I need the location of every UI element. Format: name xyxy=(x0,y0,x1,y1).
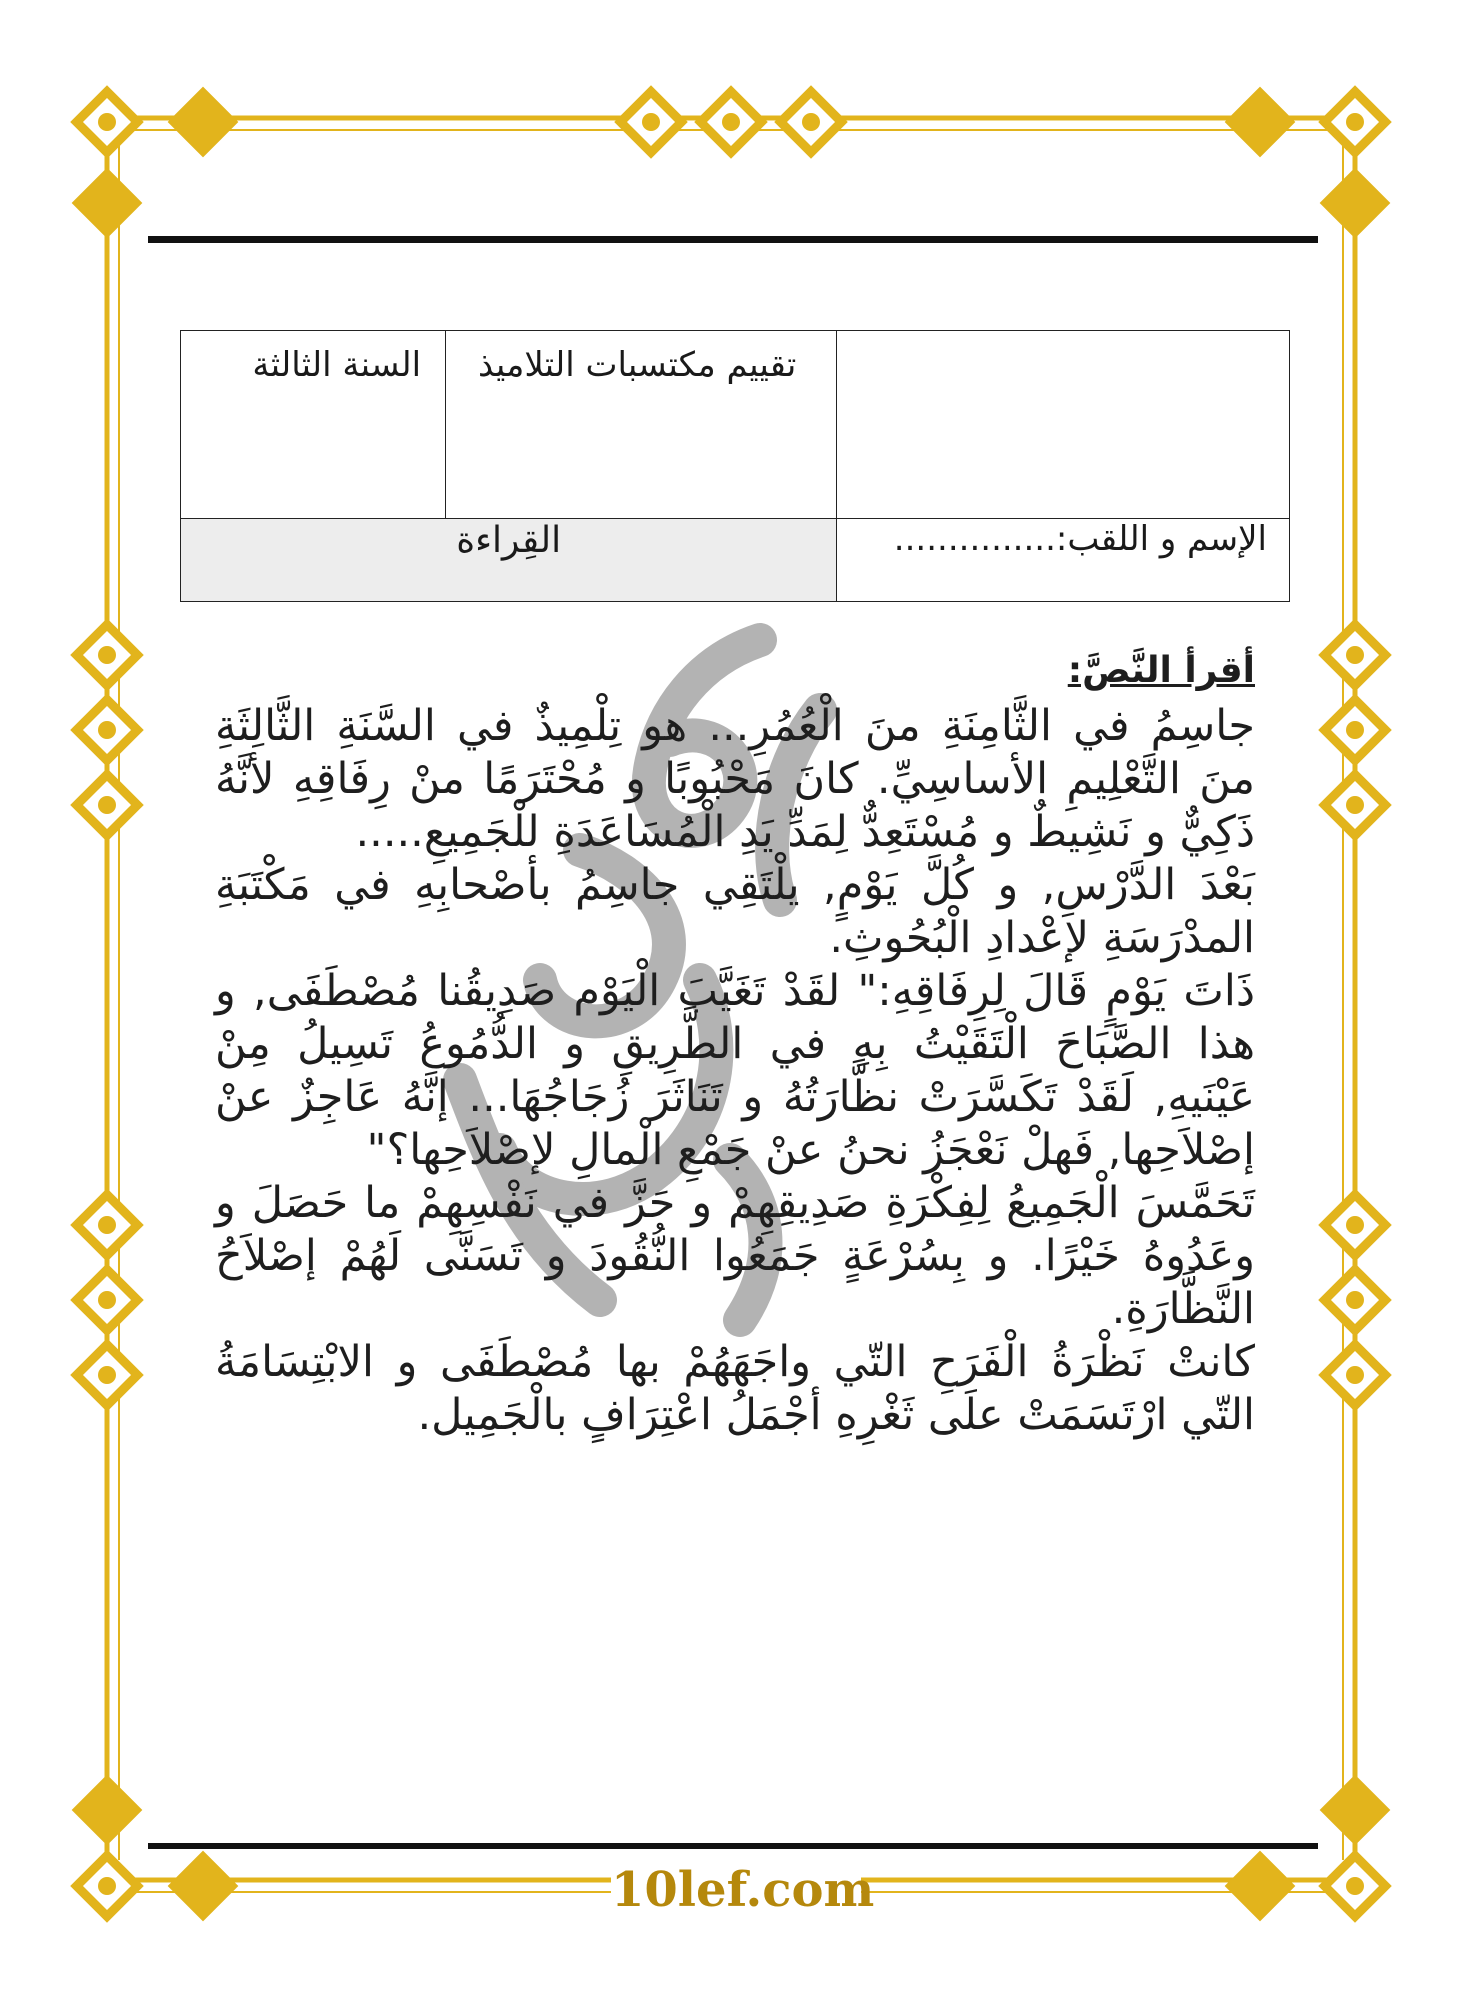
passage-heading: أقرأ النَّصَّ: xyxy=(1067,650,1255,691)
subject-label: القِراءة xyxy=(181,519,837,602)
student-name-field[interactable]: الإسم و اللقب:............... xyxy=(837,519,1290,602)
bottom-rule xyxy=(148,1843,1318,1849)
blank-cell xyxy=(837,331,1290,519)
paragraph-2: بَعْدَ الدَّرْسِ, و كُلَّ يَوْمٍ, يلْتَقِي جاسِمُ بأصْحابِهِ في مَكْتَبَةِ المدْرَسَةِ لإعْدادِ الْبُحُوثِ. xyxy=(215,860,1255,963)
paragraph-1: جاسِمُ في الثَّامِنَةِ منَ الْعُمُرِ... هو تِلْمِيذٌ في السَّنَةِ الثَّالِثَةِ منَ التَّعْلِيمِ الأساسِيِّ. كانَ مَحْبُوبًا و مُحْتَرَمًا منْ رِفَاقِهِ لأنَّهُ ذَكِيٌّ و نَشِيطٌ و مُسْتَعِدٌّ لِمَدِّ يَدِ الْمُسَاعَدَةِ للْجَمِيعِ..... xyxy=(215,701,1255,857)
site-watermark-text: 10lef.com xyxy=(611,1862,875,1918)
paragraph-4: تَحَمَّسَ الْجَمِيعُ لِفِكْرَةِ صَدِيقِهِمْ و حَزَّ في نَفْسِهِمْ ما حَصَلَ و وعَدُوهُ خَيْرًا. و بِسُرْعَةٍ جَمَعُوا النُّقُودَ و تَسَنَّى لَهُمْ إصْلاَحُ النَّظَّارَةِ. xyxy=(215,1178,1255,1334)
reading-passage xyxy=(215,648,1255,1442)
paragraph-3: ذَاتَ يَوْمٍ قَالَ لِرِفَاقِهِ:" لقَدْ تَغَيَّبَ الْيَوْم صَدِيقُنا مُصْطَفَى, و هذا الصَّبَاحَ الْتَقَيْتُ بِهِ في الطَّرِيقِ و الدُّمُوعُ تَسِيلُ مِنْ عَيْنَيهِ, لَقَدْ تَكَسَّرَتْ نظَّارَتُهُ و تَنَاثَرَ زُجَاجُهَا... إنَّهُ عَاجِزٌ عنْ إصْلاَحِها, فَهلْ نَعْجَزُ نحنُ عنْ جَمْعِ الْمالِ لإصْلاَحِها؟" xyxy=(215,966,1255,1175)
header-table xyxy=(180,330,1290,602)
assessment-title: تقييم مكتسبات التلاميذ xyxy=(446,331,837,519)
top-rule xyxy=(148,236,1318,243)
paragraph-5: كانتْ نَظْرَةُ الْفَرَحِ التّي واجَهَهُمْ بها مُصْطَفَى و الابْتِسَامَةُ التّي ارْتَسَمَتْ علَى ثَغْرِهِ أجْمَلُ اعْتِرَافٍ بالْجَمِيل. xyxy=(215,1337,1255,1440)
grade-level: السنة الثالثة xyxy=(181,331,446,519)
